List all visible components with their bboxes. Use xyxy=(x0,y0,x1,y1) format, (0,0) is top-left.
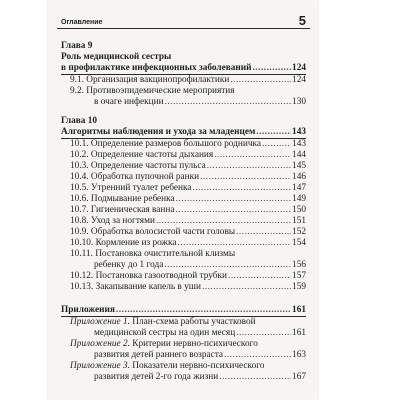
entry-page: 143 xyxy=(292,127,306,137)
leader-dots xyxy=(116,305,291,316)
leader-dots xyxy=(202,282,291,293)
entry-text: 10.2. Определение частоты дыхания xyxy=(70,150,214,160)
entry-page: 124 xyxy=(292,75,306,85)
entry-text: медицинской сестры на один месяц xyxy=(94,328,236,338)
toc-entry[interactable] xyxy=(61,139,306,150)
header-title: Оглавление xyxy=(61,19,103,26)
leader-dots xyxy=(176,205,292,216)
leader-dots xyxy=(200,172,291,183)
entry-page: 147 xyxy=(292,183,306,193)
toc-entry[interactable] xyxy=(61,238,306,249)
toc-entry[interactable] xyxy=(61,205,306,216)
entry-page: 146 xyxy=(292,172,306,182)
entry-text: в очаге инфекции xyxy=(94,97,164,107)
entry-page: 145 xyxy=(292,161,306,171)
leader-dots xyxy=(207,161,291,172)
toc-entry[interactable] xyxy=(61,249,306,260)
entry-page: 161 xyxy=(292,328,306,338)
entry-page: 152 xyxy=(292,227,306,237)
chapter-title-entry[interactable] xyxy=(61,63,306,74)
entry-page: 144 xyxy=(292,150,306,160)
entry-page: 154 xyxy=(292,238,306,248)
entry-text: Показатели нервно-психического xyxy=(132,361,265,371)
chapter-10 xyxy=(61,116,306,293)
appendix-prefix: Приложение 2. xyxy=(70,339,130,349)
running-header xyxy=(57,6,310,29)
appendix-entry[interactable] xyxy=(61,317,306,328)
toc-entry-continuation[interactable] xyxy=(61,97,306,108)
leader-dots xyxy=(228,271,291,282)
leader-dots xyxy=(236,227,291,238)
chapter-title: Роль медицинской сестры xyxy=(61,52,172,62)
toc-entry-continuation[interactable] xyxy=(61,350,306,361)
entry-text: развития детей раннего возраста xyxy=(94,350,224,360)
appendix-heading-entry[interactable] xyxy=(61,305,306,316)
leader-dots xyxy=(156,216,291,227)
entry-text: План-схема работы участковой xyxy=(132,317,256,327)
toc-entry[interactable] xyxy=(61,150,306,161)
appendix-heading: Приложения xyxy=(61,305,115,315)
entry-page: 150 xyxy=(292,205,306,215)
page-number: 5 xyxy=(298,13,306,28)
chapter-title-entry[interactable] xyxy=(61,127,306,138)
entry-text: 10.3. Определение частоты пульса xyxy=(70,161,206,171)
toc-entry[interactable] xyxy=(61,227,306,238)
appendix-prefix: Приложение 1. xyxy=(70,317,130,327)
leader-dots xyxy=(219,372,291,383)
appendix-entry[interactable] xyxy=(61,339,306,350)
chapter-9 xyxy=(61,41,306,108)
entry-text: 10.11. Постановка очистительной клизмы xyxy=(70,249,236,259)
entry-page: 163 xyxy=(292,350,306,360)
entry-text: 9.2. Противоэпидемические мероприятия xyxy=(70,86,235,96)
toc-entry-continuation[interactable] xyxy=(61,260,306,271)
entry-page: 161 xyxy=(292,305,306,315)
entry-text: 9.1. Организация вакцинопрофилактики xyxy=(70,75,230,85)
book-page xyxy=(48,0,318,400)
appendix-prefix: Приложение 3. xyxy=(70,361,130,371)
chapter-label: Глава 10 xyxy=(61,116,98,126)
entry-page: 159 xyxy=(292,282,306,292)
appendix-entry[interactable] xyxy=(61,361,306,372)
entry-page: 130 xyxy=(292,97,306,107)
leader-dots xyxy=(224,350,291,361)
entry-text: 10.8. Уход за ногтями xyxy=(70,216,155,226)
toc-entry[interactable] xyxy=(61,172,306,183)
entry-page: 143 xyxy=(292,139,306,149)
entry-page: 156 xyxy=(292,260,306,270)
entry-text: Критерии нервно-психического xyxy=(132,339,258,349)
chapter-label: Глава 9 xyxy=(61,41,93,51)
leader-dots xyxy=(164,260,291,271)
appendices xyxy=(61,305,306,383)
entry-text: развития детей 2-го года жизни xyxy=(94,372,219,382)
toc-entry-continuation[interactable] xyxy=(61,372,306,383)
leader-dots xyxy=(193,183,292,194)
leader-dots xyxy=(165,97,291,108)
entry-text: 10.10. Кормление из рожка xyxy=(70,238,177,248)
toc-entry[interactable] xyxy=(61,86,306,97)
leader-dots xyxy=(262,139,291,150)
toc-entry[interactable] xyxy=(61,282,306,293)
entry-page: 124 xyxy=(292,63,306,73)
toc-entry[interactable] xyxy=(61,161,306,172)
entry-text: 10.6. Подмывание ребенка xyxy=(70,194,175,204)
toc-entry[interactable] xyxy=(61,75,306,86)
entry-page: 151 xyxy=(292,216,306,226)
toc-entry[interactable] xyxy=(61,194,306,205)
toc-entry[interactable] xyxy=(61,271,306,282)
table-of-contents xyxy=(61,41,306,383)
toc-entry-continuation[interactable] xyxy=(61,328,306,339)
entry-text: 10.13. Закапывание капель в уши xyxy=(70,282,201,292)
toc-entry[interactable] xyxy=(61,216,306,227)
leader-dots xyxy=(236,328,291,339)
toc-entry[interactable] xyxy=(61,183,306,194)
entry-text: 10.9. Обработка волосистой части головы xyxy=(70,227,236,237)
entry-page: 167 xyxy=(292,372,306,382)
entry-text: 10.5. Утренний туалет ребенка xyxy=(70,183,192,193)
leader-dots xyxy=(230,75,291,86)
chapter-title-text: в профилактике инфекционных заболеваний xyxy=(61,63,252,73)
entry-text: ребенку до 1 года xyxy=(94,260,164,270)
leader-dots xyxy=(176,194,291,205)
entry-page: 157 xyxy=(292,271,306,281)
leader-dots xyxy=(177,238,291,249)
entry-page: 149 xyxy=(292,194,306,204)
entry-text: 10.12. Постановка газоотводной трубки xyxy=(70,271,228,281)
entry-text: 10.7. Гигиеническая ванна xyxy=(70,205,175,215)
leader-dots xyxy=(256,127,291,138)
entry-text: 10.4. Обработка пупочной ранки xyxy=(70,172,200,182)
entry-text: 10.1. Определение размеров большого родничка xyxy=(70,139,262,149)
leader-dots xyxy=(214,150,291,161)
chapter-title-text: Алгоритмы наблюдения и ухода за младенцем xyxy=(61,127,256,137)
leader-dots xyxy=(252,63,291,74)
